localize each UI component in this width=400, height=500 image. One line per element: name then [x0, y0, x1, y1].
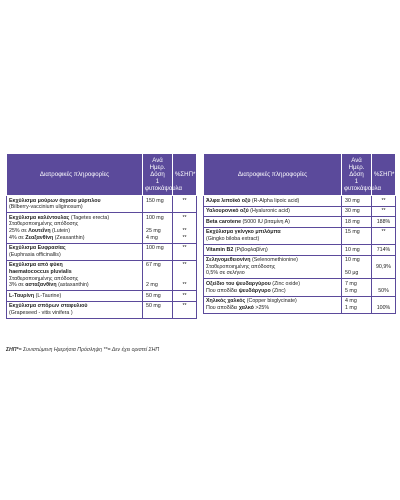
ingredient-line — [206, 208, 339, 215]
rda-cell — [372, 255, 396, 279]
dose-value: 2 mg — [146, 282, 158, 289]
dose-cell — [342, 296, 372, 313]
ingredient-line — [9, 303, 140, 310]
ingredient-name-bold: Ζεαξανθίνη — [25, 234, 54, 241]
ingredient-name-bold: ασταξανθίνη — [25, 282, 57, 289]
rda-cell — [372, 206, 396, 217]
ingredient-cell — [204, 196, 342, 207]
ingredient-line — [9, 252, 140, 259]
nutrition-table-left — [6, 153, 197, 319]
dose-value: 10 mg — [345, 246, 360, 253]
ingredient-name-bold: Λουτεΐνη — [28, 227, 51, 234]
table-row — [204, 296, 396, 313]
ingredient-name-text: (5000 IU βιταμίνη Α) — [241, 218, 290, 225]
dose-value: 4 mg — [345, 298, 357, 305]
dose-value: 30 mg — [345, 208, 360, 215]
rda-cell — [372, 217, 396, 228]
rda-cell — [173, 243, 197, 260]
ingredient-name-bold: Σεληνομεθειονίνη — [206, 257, 251, 264]
ingredient-name-bold: Οξείδιο του ψευδαργύρου — [206, 280, 271, 287]
rda-value: ** — [182, 282, 187, 289]
footnote-prefix: ΣΗΠ* — [6, 347, 19, 353]
rda-value — [175, 252, 194, 259]
header-title: Διατροφικές πληροφορίες — [204, 154, 342, 196]
rda-value: ** — [182, 197, 187, 204]
rda-value — [374, 257, 393, 264]
ingredient-name-bold: Εκχύλισμα Ευφρασίας — [9, 245, 66, 252]
rda-value: ** — [182, 292, 187, 299]
header-dose — [143, 154, 183, 196]
header-title: Διατροφικές πληροφορίες — [7, 154, 143, 196]
dose-value — [146, 204, 170, 211]
ingredient-line — [9, 276, 140, 283]
dose-value — [146, 276, 170, 283]
rda-value: ** — [182, 303, 187, 310]
rda-cell — [173, 213, 197, 243]
table-row — [204, 227, 396, 244]
ingredient-name-text: 25% σε — [9, 227, 29, 234]
ingredient-name-bold: Υαλουρονικό οξύ — [206, 208, 249, 215]
table-row — [7, 260, 197, 290]
dose-cell — [143, 213, 173, 243]
ingredient-cell — [204, 296, 342, 313]
ingredient-name-text: (Ριβοφλαβίνη) — [233, 246, 268, 253]
dose-value — [146, 221, 170, 228]
table-header-row — [7, 154, 197, 196]
footnote-text: = Συνιστώμενη Ημερήσια Πρόσληψη **= Δεν έχει οριστεί ΣΗΠ — [18, 347, 160, 353]
right-table-body — [204, 196, 396, 314]
dose-value: 1 mg — [345, 304, 357, 311]
ingredient-name-text: Σταθεροποιημένης απόδοσης — [206, 263, 276, 270]
dose-value — [345, 236, 369, 243]
ingredient-line — [9, 262, 140, 269]
ingredient-line — [9, 204, 140, 211]
ingredient-line — [206, 270, 339, 277]
rda-value — [175, 221, 194, 228]
rda-value: 188% — [376, 218, 391, 225]
rda-cell — [372, 279, 396, 296]
header-dose-line1: Ανά Ημερ. Δόση — [149, 157, 166, 178]
ingredient-cell — [204, 206, 342, 217]
ingredient-line — [206, 257, 339, 264]
rda-cell — [372, 245, 396, 256]
dose-value: 10 mg — [345, 257, 360, 264]
ingredient-cell — [204, 279, 342, 296]
nutrition-table-right — [203, 153, 396, 314]
table-row — [204, 255, 396, 279]
dose-cell — [143, 243, 173, 260]
dose-value: 67 mg — [146, 262, 161, 269]
footnote — [6, 347, 159, 353]
ingredient-cell — [204, 217, 342, 228]
dose-cell — [143, 196, 173, 213]
rda-value: 100% — [376, 304, 391, 311]
ingredient-name-text: (Grapeseed - vitis vinifera ) — [9, 310, 73, 317]
rda-cell — [372, 296, 396, 313]
dose-value: 100 mg — [146, 245, 164, 252]
ingredient-name-text: (R-Alpha lipoic acid) — [250, 197, 300, 204]
rda-value — [374, 236, 393, 243]
ingredient-cell — [204, 245, 342, 256]
dose-cell — [342, 245, 372, 256]
rda-value — [175, 269, 194, 276]
header-dose — [342, 154, 382, 196]
table-header-row — [204, 154, 396, 196]
dose-value: 100 mg — [146, 214, 164, 221]
rda-value — [175, 204, 194, 211]
rda-cell — [173, 196, 197, 213]
ingredient-cell — [7, 301, 143, 318]
ingredient-name-text: (Copper bisglycinate) — [245, 298, 297, 305]
ingredient-name-text: Που αποδίδει — [206, 287, 239, 294]
dose-cell — [342, 196, 372, 207]
rda-value: ** — [182, 214, 187, 221]
ingredient-line — [206, 219, 339, 226]
ingredient-cell — [204, 227, 342, 244]
ingredient-line — [9, 293, 140, 300]
rda-value — [374, 298, 393, 305]
ingredient-name-bold: Εκχύλισμα καλέντουλας — [9, 214, 70, 221]
ingredient-line — [9, 235, 140, 242]
ingredient-line — [206, 236, 339, 243]
dose-cell — [342, 217, 372, 228]
header-rda: %ΣΗΠ* — [372, 154, 396, 196]
ingredient-line — [9, 245, 140, 252]
rda-value: ** — [381, 229, 386, 236]
ingredient-name-bold: Εκχύλισμα γκίνγκο μπιλόμπα — [206, 229, 281, 236]
rda-value: 90,9% — [375, 263, 392, 270]
ingredient-name-bold: Vitamin B2 — [206, 246, 234, 253]
dose-cell — [143, 291, 173, 302]
ingredient-line — [9, 221, 140, 228]
rda-cell — [372, 196, 396, 207]
rda-cell — [173, 260, 197, 290]
rda-value: ** — [381, 197, 386, 204]
rda-cell — [173, 291, 197, 302]
ingredient-line — [9, 269, 140, 276]
ingredient-name-bold: Άλφα λιποϊκό οξύ — [206, 197, 251, 204]
dose-value: 7 mg — [345, 280, 357, 287]
dose-value: 50 mg — [146, 303, 161, 310]
dose-cell — [143, 301, 173, 318]
dose-cell — [342, 206, 372, 217]
ingredient-name-bold: ψευδάργυρο — [238, 287, 271, 294]
ingredient-name-text: (Zinc) — [270, 287, 286, 294]
ingredient-name-text: (Hyaluronic acid) — [248, 208, 290, 215]
ingredient-name-text: (Lutein) — [50, 227, 71, 234]
ingredient-line — [206, 288, 339, 295]
table-row — [7, 243, 197, 260]
dose-value: 50 μg — [345, 270, 359, 277]
rda-value — [374, 281, 393, 288]
table-row — [204, 217, 396, 228]
dose-value — [146, 269, 170, 276]
dose-value: 25 mg — [146, 227, 161, 234]
ingredient-name-text: (astaxanthin) — [56, 282, 89, 289]
rda-value — [374, 270, 393, 277]
ingredient-name-bold: Χηλικός χαλκός — [206, 298, 246, 305]
table-row — [7, 291, 197, 302]
header-rda: %ΣΗΠ* — [173, 154, 197, 196]
ingredient-name-text: (Zinc oxide) — [270, 280, 300, 287]
ingredient-name-bold: Εκχύλισμα από φύκη — [9, 262, 63, 269]
dose-value: 50 mg — [146, 292, 161, 299]
ingredient-name-text: (Bilberry-vaccinium uliginosum) — [9, 204, 83, 211]
ingredient-line — [206, 247, 339, 254]
rda-value: 714% — [376, 246, 391, 253]
ingredient-name-text: (Selenomethionine) — [250, 257, 298, 264]
ingredient-cell — [7, 291, 143, 302]
ingredient-line — [9, 228, 140, 235]
dose-value: 5 mg — [345, 287, 357, 294]
ingredient-name-text: (Zeaxanthin) — [53, 234, 85, 241]
ingredient-line — [206, 298, 339, 305]
ingredient-name-text: (Euphrasia officinallis) — [9, 251, 61, 258]
table-row — [7, 213, 197, 243]
ingredient-name-text: Σταθεροποιημένης απόδοσης — [9, 221, 79, 228]
table-row — [7, 301, 197, 318]
dose-cell — [143, 260, 173, 290]
table-row — [204, 245, 396, 256]
ingredient-name-text: 4% σε — [9, 234, 26, 241]
ingredient-name-text: (L-Taurine) — [34, 292, 62, 299]
dose-value: 18 mg — [345, 218, 360, 225]
table-row — [204, 206, 396, 217]
rda-cell — [372, 227, 396, 244]
rda-value: 50% — [378, 287, 389, 294]
table-row — [7, 196, 197, 213]
table-row — [204, 196, 396, 207]
ingredient-line — [206, 281, 339, 288]
ingredient-name-bold: Εκχύλισμα μούρων άγριου μύρτιλου — [9, 197, 101, 204]
rda-value: ** — [381, 208, 386, 215]
rda-value: ** — [182, 245, 187, 252]
ingredient-line — [9, 198, 140, 205]
ingredient-name-bold: haematococcus pluvialis — [9, 268, 72, 275]
dose-value: 30 mg — [345, 197, 360, 204]
ingredient-cell — [7, 196, 143, 213]
ingredient-name-bold: χαλκό — [238, 304, 254, 311]
dose-value — [345, 264, 369, 271]
ingredient-name-text: 3% σε — [9, 282, 26, 289]
ingredient-line — [206, 229, 339, 236]
ingredient-name-text: 0,5% σε σελήνιο — [206, 270, 245, 277]
rda-value — [175, 276, 194, 283]
ingredient-name-bold: L-Ταυρίνη — [9, 292, 35, 299]
ingredient-line — [206, 198, 339, 205]
ingredient-name-text: (Gingko biloba extract) — [206, 235, 260, 242]
ingredient-name-text: >25% — [253, 304, 270, 311]
rda-value: ** — [182, 262, 187, 269]
dose-value: 150 mg — [146, 197, 164, 204]
dose-value: 4 mg — [146, 234, 158, 241]
table-row — [204, 279, 396, 296]
rda-cell — [173, 301, 197, 318]
dose-cell — [342, 255, 372, 279]
ingredient-cell — [7, 260, 143, 290]
ingredient-cell — [7, 213, 143, 243]
ingredient-name-bold: Εκχύλισμα σπόρων σταφυλιού — [9, 303, 88, 310]
dose-cell — [342, 227, 372, 244]
rda-value: ** — [182, 227, 187, 234]
ingredient-cell — [7, 243, 143, 260]
ingredient-line — [206, 305, 339, 312]
left-table-body — [7, 196, 197, 319]
dose-cell — [342, 279, 372, 296]
rda-value: ** — [182, 234, 187, 241]
header-dose-line1: Ανά Ημερ. Δόση — [348, 157, 365, 178]
ingredient-cell — [204, 255, 342, 279]
dose-value — [146, 310, 170, 317]
ingredient-name-text: Που αποδίδει — [206, 304, 239, 311]
rda-value — [175, 310, 194, 317]
header-dose-line2: 1 φυτοκάψουλα — [344, 178, 382, 192]
ingredient-line — [9, 282, 140, 289]
dose-value: 15 mg — [345, 229, 360, 236]
ingredient-name-text: Σταθεροποιημένης απόδοσης — [9, 275, 79, 282]
ingredient-line — [9, 310, 140, 317]
ingredient-name-bold: Beta carotene — [206, 218, 242, 225]
ingredient-name-text: (Tagetes erecta) — [69, 214, 110, 221]
dose-value — [146, 252, 170, 259]
header-dose-line2: 1 φυτοκάψουλα — [145, 178, 183, 192]
